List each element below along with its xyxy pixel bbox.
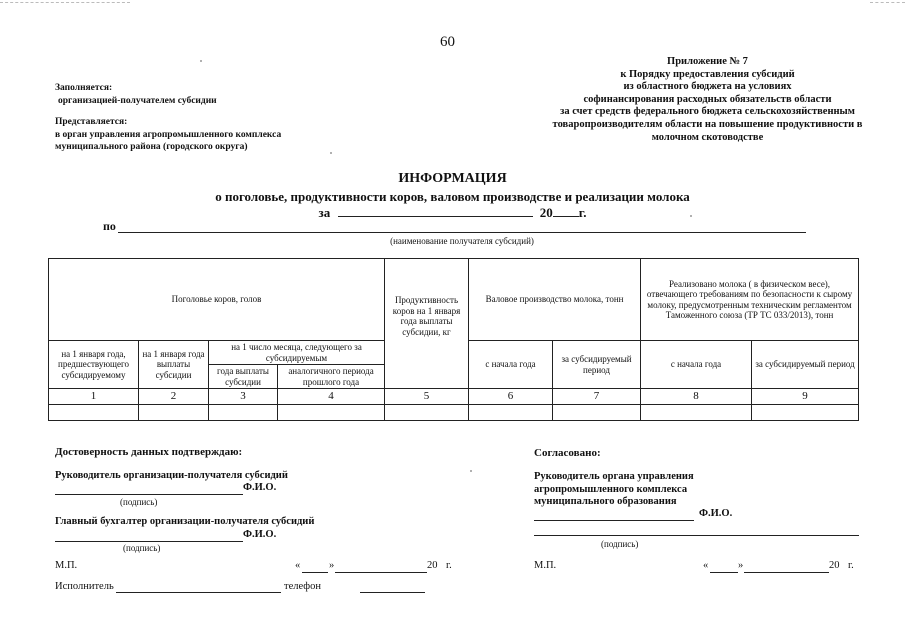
agreed-head-label [534,471,694,509]
header-payment-year: года выплаты субсидии [209,365,278,389]
column-number: 2 [139,389,209,405]
column-number: 3 [209,389,278,405]
table-cell[interactable] [278,405,385,421]
table-cell[interactable] [553,405,641,421]
period-year-suffix: г. [578,205,587,220]
accountant-label: Главный бухгалтер организации-получателя субсидий [55,516,315,527]
recipient-note: (наименование получателя субсидий) [390,236,534,246]
column-number: 7 [553,389,641,405]
confirm-title: Достоверность данных подтверждаю: [55,446,243,458]
header-productivity: Продуктивность коров на 1 января года выплаты субсидии, кг [385,259,469,389]
agreed-title: Согласовано: [534,447,601,459]
executor-field[interactable] [116,592,281,593]
right-year-suffix: г. [848,560,854,571]
left-stamp-label: М.П. [55,560,78,571]
table-cell[interactable] [469,405,553,421]
column-number: 9 [752,389,859,405]
submitted-to-label: Представляется: [55,117,128,127]
left-day-field[interactable] [302,572,328,573]
submitted-to-line: в орган управления агропромышленного комплекса [55,129,282,140]
accountant-signature-caption: (подпись) [123,543,161,553]
reporting-period [0,204,905,221]
right-year-prefix: 20 [829,560,840,571]
confirm-head-label: Руководитель организации-получателя субсидий [55,470,288,481]
header-previous-year-period: аналогичного периода прошлого года [278,365,385,389]
right-stamp-label: М.П. [534,560,557,571]
agreed-head-line: Руководитель органа управления [534,471,694,482]
header-sold-subsidized-period: за субсидируемый период [752,341,859,389]
table-cell[interactable] [209,405,278,421]
scan-artifact [0,2,130,3]
column-number: 5 [385,389,469,405]
appendix-line: за счет средств федерального бюджета сельскохозяйственным [560,106,855,118]
header-livestock: Поголовье коров, голов [49,259,385,341]
period-prefix: за [318,205,331,220]
header-first-of-month: на 1 число месяца, следующего за субсидируемым [209,341,385,365]
appendix-line: к Порядку предоставления субсидий [620,68,795,80]
left-date-close: » [329,560,335,571]
agreed-signature-field[interactable] [534,535,859,536]
left-year-suffix: г. [446,560,452,571]
form-title: ИНФОРМАЦИЯ [398,171,507,186]
data-table [48,258,859,421]
scan-speck [470,470,472,472]
agreed-head-line: агропромышленного комплекса [534,483,688,495]
right-date-close: » [738,560,744,571]
appendix-line: софинансирования расходных обязательств области [583,93,832,105]
right-date-open: « [703,560,709,571]
head-signature-field[interactable] [55,494,243,495]
table-row [49,405,859,421]
header-gross-production: Валовое производство молока, тонн [469,259,641,341]
agreed-signature-caption: (подпись) [601,539,639,549]
submitted-to-block [55,116,281,154]
head-fio-label: Ф.И.О. [243,482,277,493]
scan-speck [200,60,202,62]
phone-label: телефон [284,581,321,592]
column-number: 1 [49,389,139,405]
header-milk-sold: Реализовано молока ( в физическом весе), отвечающего требованиям по безопасности к сырому молоку, предусмотренным техническим регламентом Таможенного союза (ТР ТС 033/2013), тонн [641,259,859,341]
header-gross-subsidized-period: за субсидируемый период [553,341,641,389]
left-year-prefix: 20 [427,560,438,571]
right-day-field[interactable] [710,572,738,573]
period-year-field[interactable] [553,204,579,217]
column-number: 4 [278,389,385,405]
table-cell[interactable] [752,405,859,421]
filled-by-label: Заполняется: [55,83,113,93]
header-jan-previous-year: на 1 января года, предшествующего субсидируемому [49,341,139,389]
period-field[interactable] [338,204,533,217]
header-gross-from-year-start: с начала года [469,341,553,389]
period-year-prefix: 20 [539,205,553,220]
scan-artifact [870,2,905,3]
page-number: 60 [440,34,455,50]
appendix-line: Приложение № 7 [667,56,748,67]
left-date-open: « [295,560,301,571]
executor-label: Исполнитель [55,581,114,592]
column-number: 6 [469,389,553,405]
table-cell[interactable] [49,405,139,421]
phone-field[interactable] [360,592,425,593]
table-cell[interactable] [385,405,469,421]
column-number: 8 [641,389,752,405]
column-number-row [49,389,859,405]
form-subtitle: о поголовье, продуктивности коров, валовом производстве и реализации молока [215,189,690,204]
header-jan-payment-year: на 1 января года выплаты субсидии [139,341,209,389]
appendix-line: товаропроизводителям области на повышение продуктивности в [552,118,863,130]
agreed-fio-label: Ф.И.О. [699,508,733,519]
submitted-to-line: муниципального района (городского округа) [55,142,248,152]
header-sold-from-year-start: с начала года [641,341,752,389]
appendix-line: молочном скотоводстве [651,131,764,143]
appendix-header [540,56,875,144]
accountant-signature-field[interactable] [55,541,243,542]
filled-by-value: организацией-получателем субсидии [58,95,217,106]
head-signature-caption: (подпись) [120,497,158,507]
recipient-field[interactable] [118,232,806,233]
right-month-field[interactable] [744,572,829,573]
recipient-prefix: по [103,219,116,233]
accountant-fio-label: Ф.И.О. [243,529,277,540]
agreed-head-line: муниципального образования [534,496,677,507]
appendix-line: из областного бюджета на условиях [623,81,792,93]
agreed-fio-field[interactable] [534,520,694,521]
table-cell[interactable] [641,405,752,421]
filled-by-block [55,82,217,107]
scan-speck [330,152,332,154]
left-month-field[interactable] [335,572,427,573]
table-cell[interactable] [139,405,209,421]
